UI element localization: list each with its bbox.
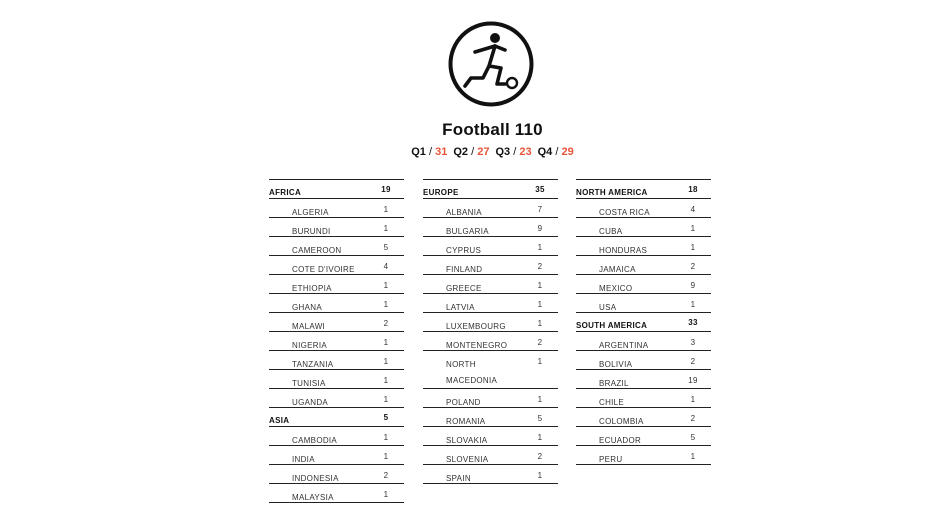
country-row <box>423 218 558 237</box>
quarter-separator: / <box>471 146 475 158</box>
country-name: GREECE <box>446 284 482 293</box>
country-row <box>269 275 404 294</box>
country-row <box>576 389 711 408</box>
country-count: 1 <box>537 471 543 480</box>
country-name: BURUNDI <box>292 227 331 236</box>
country-name: BULGARIA <box>446 227 489 236</box>
quarter-separator: / <box>555 146 559 158</box>
quarter-label: Q1 <box>411 146 426 158</box>
country-count: 1 <box>537 395 543 404</box>
country-name: CHILE <box>599 398 625 407</box>
quarter-1 <box>411 146 447 158</box>
country-row <box>269 294 404 313</box>
country-row <box>576 408 711 427</box>
quarter-label: Q2 <box>453 146 469 158</box>
region-name: NORTH AMERICA <box>576 188 648 197</box>
country-name: PERU <box>599 455 623 464</box>
quarter-value: 31 <box>435 146 448 158</box>
region-header <box>269 408 404 427</box>
country-name: ALBANIA <box>446 208 482 217</box>
quarter-value: 29 <box>561 146 574 158</box>
country-name: SLOVENIA <box>446 455 489 464</box>
country-count: 5 <box>537 414 543 423</box>
country-name: COSTA RICA <box>599 208 650 217</box>
quarter-label: Q4 <box>537 146 553 158</box>
country-name: LATVIA <box>446 303 475 312</box>
country-row <box>269 484 404 503</box>
country-count: 9 <box>690 281 696 290</box>
country-row <box>269 256 404 275</box>
country-count: 1 <box>383 395 389 404</box>
country-row <box>269 237 404 256</box>
country-name: GHANA <box>292 303 322 312</box>
country-count: 19 <box>688 376 698 385</box>
quarter-value: 23 <box>519 146 532 158</box>
country-name: LUXEMBOURG <box>446 322 506 331</box>
region-total: 18 <box>688 185 698 194</box>
quarter-value: 27 <box>477 146 490 158</box>
region-total: 5 <box>383 413 389 422</box>
football-player-icon <box>447 20 535 108</box>
country-name: FINLAND <box>446 265 483 274</box>
country-row <box>423 427 558 446</box>
country-count: 1 <box>537 243 543 252</box>
country-row <box>269 427 404 446</box>
country-count: 2 <box>383 319 389 328</box>
country-count: 9 <box>537 224 543 233</box>
country-name: MALAWI <box>292 322 326 331</box>
country-row <box>576 237 711 256</box>
country-count: 3 <box>690 338 696 347</box>
country-name: COTE D'IVOIRE <box>292 265 355 274</box>
country-row <box>269 389 404 408</box>
column-europe <box>423 179 558 484</box>
country-row <box>269 332 404 351</box>
country-row <box>423 256 558 275</box>
country-count: 7 <box>537 205 543 214</box>
country-row <box>576 199 711 218</box>
region-header <box>423 180 558 199</box>
country-count: 2 <box>690 262 696 271</box>
country-name: ARGENTINA <box>599 341 649 350</box>
country-name: CAMBODIA <box>292 436 338 445</box>
region-name: ASIA <box>269 416 290 425</box>
country-count: 4 <box>690 205 696 214</box>
quarter-2 <box>453 146 489 158</box>
country-count: 1 <box>690 395 696 404</box>
country-count: 1 <box>690 243 696 252</box>
country-name: ROMANIA <box>446 417 486 426</box>
country-row <box>423 408 558 427</box>
region-total: 33 <box>688 318 698 327</box>
country-name: ETHIOPIA <box>292 284 332 293</box>
region-total: 35 <box>535 185 545 194</box>
country-row <box>269 370 404 389</box>
country-row <box>423 446 558 465</box>
quarter-4 <box>538 146 574 158</box>
country-count: 1 <box>383 300 389 309</box>
country-name: JAMAICA <box>599 265 636 274</box>
region-header <box>269 180 404 199</box>
country-row <box>576 446 711 465</box>
country-row <box>576 256 711 275</box>
country-count: 1 <box>537 433 543 442</box>
country-row <box>576 370 711 389</box>
country-row <box>423 294 558 313</box>
country-name: INDONESIA <box>292 474 339 483</box>
country-count: 1 <box>537 281 543 290</box>
country-name: USA <box>599 303 617 312</box>
country-name: SPAIN <box>446 474 471 483</box>
quarter-separator: / <box>513 146 517 158</box>
country-row <box>423 313 558 332</box>
region-total: 19 <box>381 185 391 194</box>
country-name: COLOMBIA <box>599 417 644 426</box>
country-row <box>576 351 711 370</box>
country-name: CUBA <box>599 227 623 236</box>
region-header <box>576 180 711 199</box>
column-africa-asia <box>269 179 404 503</box>
country-name: MONTENEGRO <box>446 341 508 350</box>
quarter-label: Q3 <box>495 146 511 158</box>
country-row <box>576 427 711 446</box>
country-count: 2 <box>383 471 389 480</box>
country-count: 2 <box>537 338 543 347</box>
country-row <box>423 332 558 351</box>
country-name: TUNISIA <box>292 379 326 388</box>
country-name: BOLIVIA <box>599 360 633 369</box>
country-row <box>423 351 558 389</box>
quarter-3 <box>496 146 532 158</box>
country-row <box>423 275 558 294</box>
country-count: 1 <box>383 357 389 366</box>
quarter-separator: / <box>429 146 433 158</box>
country-count: 1 <box>383 281 389 290</box>
country-name: CAMEROON <box>292 246 342 255</box>
country-row <box>423 465 558 484</box>
country-name: MALAYSIA <box>292 493 334 502</box>
country-row <box>576 294 711 313</box>
country-count: 1 <box>383 338 389 347</box>
country-count: 1 <box>537 357 543 366</box>
country-row <box>269 351 404 370</box>
country-name: HONDURAS <box>599 246 648 255</box>
country-count: 4 <box>383 262 389 271</box>
country-count: 2 <box>537 452 543 461</box>
country-count: 2 <box>690 414 696 423</box>
country-count: 1 <box>383 205 389 214</box>
country-name: SLOVAKIA <box>446 436 488 445</box>
country-row <box>269 218 404 237</box>
quarter-summary <box>0 146 950 158</box>
column-americas <box>576 179 711 465</box>
country-count: 2 <box>537 262 543 271</box>
country-count: 5 <box>383 243 389 252</box>
region-name: SOUTH AMERICA <box>576 321 648 330</box>
country-count: 1 <box>383 490 389 499</box>
country-name: CYPRUS <box>446 246 482 255</box>
page-title: Football 110 <box>442 120 543 139</box>
country-row <box>423 237 558 256</box>
country-count: 1 <box>690 452 696 461</box>
country-name: UGANDA <box>292 398 329 407</box>
country-count: 2 <box>690 357 696 366</box>
country-count: 1 <box>383 376 389 385</box>
country-name: NIGERIA <box>292 341 327 350</box>
region-name: EUROPE <box>423 188 459 197</box>
country-name: ALGERIA <box>292 208 329 217</box>
country-row <box>269 446 404 465</box>
country-name: INDIA <box>292 455 315 464</box>
country-row <box>423 389 558 408</box>
country-count: 1 <box>690 224 696 233</box>
country-count: 1 <box>383 452 389 461</box>
country-count: 1 <box>690 300 696 309</box>
country-count: 5 <box>690 433 696 442</box>
country-row <box>576 332 711 351</box>
country-name: ECUADOR <box>599 436 642 445</box>
country-row <box>269 199 404 218</box>
country-name: MEXICO <box>599 284 633 293</box>
country-count: 1 <box>537 319 543 328</box>
country-row <box>576 275 711 294</box>
country-name: BRAZIL <box>599 379 629 388</box>
country-name: POLAND <box>446 398 481 407</box>
country-row <box>423 199 558 218</box>
country-count: 1 <box>537 300 543 309</box>
country-count: 1 <box>383 433 389 442</box>
country-count: 1 <box>383 224 389 233</box>
country-name: NORTH MACEDONIA <box>446 360 498 385</box>
country-row <box>576 218 711 237</box>
country-name: TANZANIA <box>292 360 334 369</box>
region-name: AFRICA <box>269 188 302 197</box>
country-row <box>269 313 404 332</box>
country-row <box>269 465 404 484</box>
region-header <box>576 313 711 332</box>
